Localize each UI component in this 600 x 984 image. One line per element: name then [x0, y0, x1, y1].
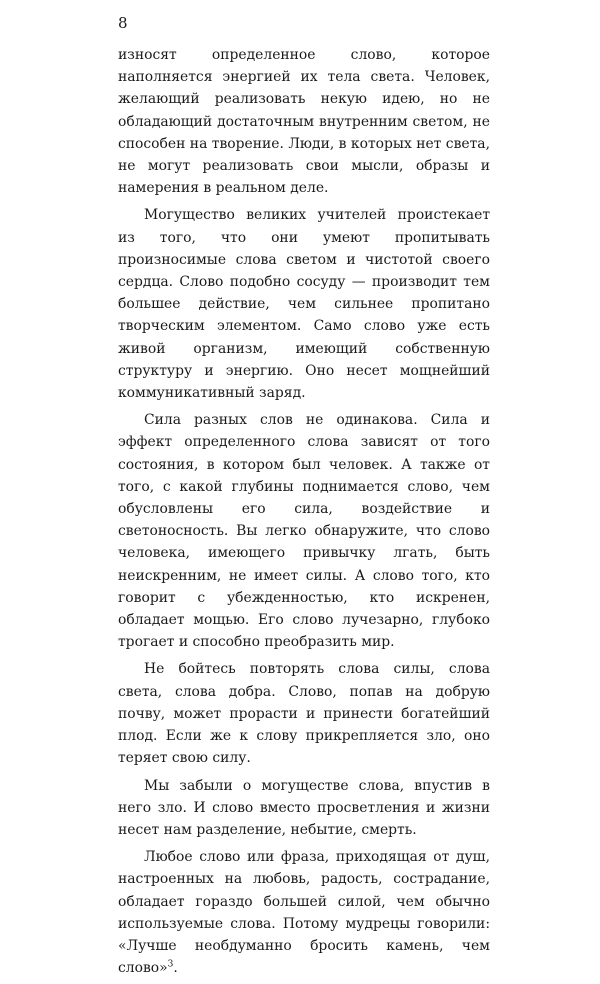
page-number: 8 — [118, 14, 128, 32]
paragraph-6-text: Любое слово или фраза, приходящая от душ, настроенных на любовь, радость, сострадание, обладает гораздо большей силой, чем обычно используемые слова. Потому мудрецы говорили: «Лучше необдуманно бросить камень, чем слово» — [118, 849, 490, 977]
footnote-marker: 3 — [167, 959, 174, 970]
body-text — [118, 44, 490, 984]
paragraph-6 — [118, 846, 490, 979]
paragraph-5: Мы забыли о могуществе слова, впустив в него зло. И слово вместо просветления и жизни несет нам разделение, небытие, смерть. — [118, 777, 490, 838]
paragraph-3: Сила разных слов не одинакова. Сила и эффект определенного слова зависят от того состояния, в котором был человек. А также от того, с какой глубины поднимается слово, чем обусловлены его сила, воздействие и светоносность. Вы легко обнаружите, что слово человека, имеющего привычку лгать, быть неискренним, не имеет силы. А слово того, кто говорит с убежденностью, кто искренен, обладает мощью. Его слово лучезарно, глубоко трогает и способно преобразить мир. — [118, 412, 490, 651]
paragraph-4: Не бойтесь повторять слова силы, слова света, слова добра. Слово, попав на добрую почву, может прорасти и принести богатейший плод. Если же к слову прикрепляется зло, оно теряет свою силу. — [118, 661, 490, 767]
paragraph-2: Могущество великих учителей проистекает из того, что они умеют пропитывать произносимые слова светом и чистотой своего сердца. Слово подобно сосуду — производит тем большее действие, чем сильнее пропитано творческим элементом. Само слово уже есть живой организм, имеющий собственную структуру и энергию. Оно несет мощнейший коммуникативный заряд. — [118, 207, 490, 402]
paragraph-6-end: . — [173, 960, 178, 977]
paragraph-1: износят определенное слово, которое наполняется энергией их тела света. Человек, желающий реализовать некую идею, но не обладающий достаточным внутренним светом, не способен на творение. Люди, в которых нет света, не могут реализовать свои мысли, образы и намерения в реальном деле. — [118, 47, 490, 197]
